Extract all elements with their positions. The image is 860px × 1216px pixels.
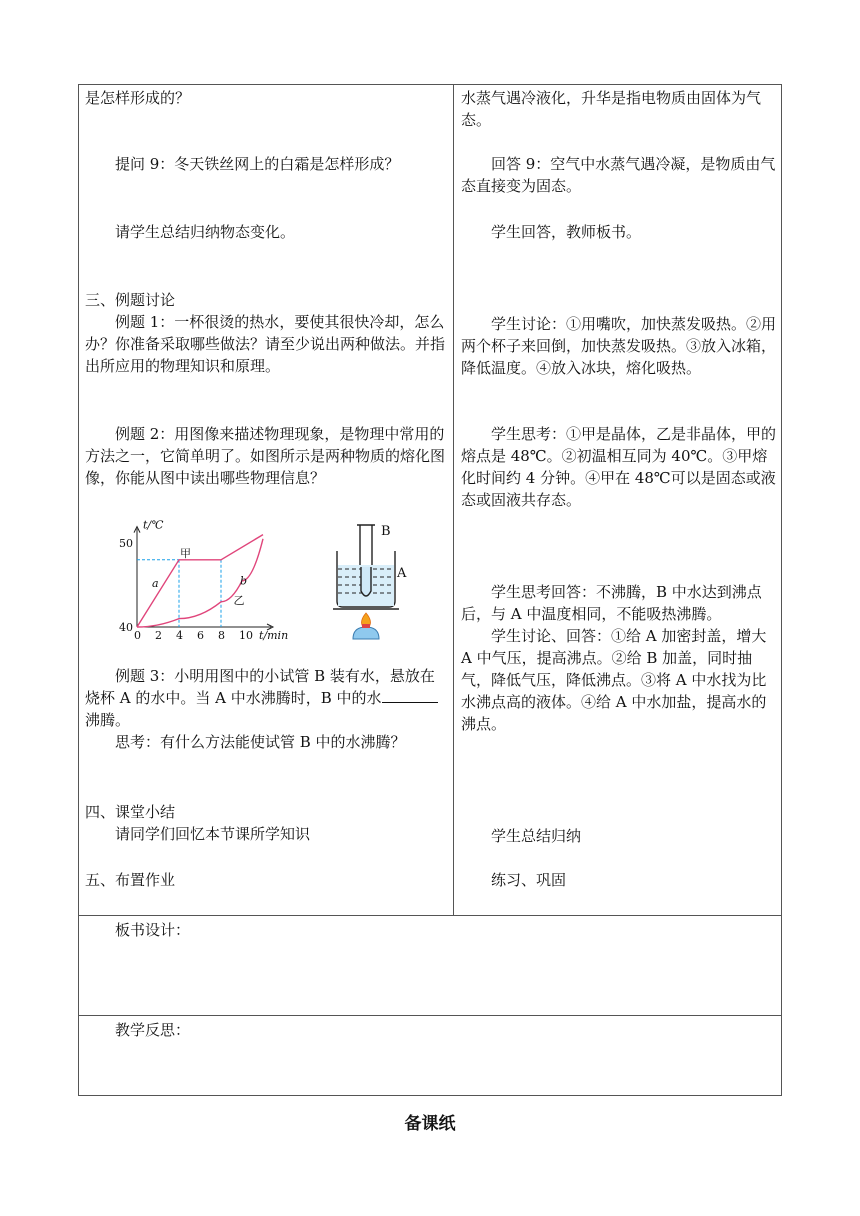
x-tick-label: 10 bbox=[239, 629, 253, 642]
section-4-text: 请同学们回忆本节课所学知识 bbox=[115, 825, 311, 843]
melting-graph bbox=[111, 509, 321, 649]
practice: 练习、巩固 bbox=[491, 871, 567, 889]
x-tick-label: 4 bbox=[176, 629, 183, 642]
thinking-3: 学生思考回答：不沸腾，B 中水达到沸点后，与 A 中温度相同，不能吸热沸腾。 bbox=[461, 583, 762, 623]
example-1: 例题 1：一杯很烫的热水，要使其很快冷却，怎么办？你准备采取哪些做法？请至少说出两种做法。并指出所应用的物理知识和原理。 bbox=[85, 313, 446, 375]
section-3-title: 三、例题讨论 bbox=[85, 291, 176, 309]
summary-prompt: 请学生总结归纳物态变化。 bbox=[115, 223, 296, 241]
curve-label-a: a bbox=[152, 577, 159, 590]
y-tick-label: 40 bbox=[119, 621, 133, 634]
alcohol-lamp bbox=[353, 627, 379, 639]
x-tick-label: 2 bbox=[155, 629, 162, 642]
y-axis-label: t/℃ bbox=[143, 518, 164, 532]
answer-board: 学生回答，教师板书。 bbox=[491, 223, 642, 241]
row-divider-reflection bbox=[79, 1015, 781, 1016]
curve-label-jia: 甲 bbox=[180, 546, 191, 560]
lesson-table bbox=[78, 84, 782, 1096]
think-question: 思考：有什么方法能使试管 B 中的水沸腾？ bbox=[115, 733, 406, 751]
boiling-apparatus bbox=[329, 521, 409, 651]
label-a: A bbox=[397, 566, 407, 581]
student-summary: 学生总结归纳 bbox=[491, 827, 582, 845]
column-divider bbox=[453, 85, 454, 915]
curve-label-yi: 乙 bbox=[233, 593, 245, 607]
y-tick-label: 50 bbox=[119, 537, 133, 550]
x-tick-label: 0 bbox=[134, 629, 141, 642]
row-divider-board bbox=[79, 915, 781, 916]
left-line-1: 是怎样形成的？ bbox=[85, 89, 191, 107]
answer-blank bbox=[382, 688, 438, 703]
example-2: 例题 2：用图像来描述物理现象，是物理中常用的方法之一，它简单明了。如图所示是两种物质的熔化图像，你能从图中读出哪些物理信息？ bbox=[85, 425, 446, 487]
x-tick-label: 6 bbox=[197, 629, 204, 642]
discussion-1: 学生讨论：①用嘴吹，加快蒸发吸热。②用两个杯子来回倒，加快蒸发吸热。③放入冰箱，降低温度。④放入冰块，熔化吸热。 bbox=[461, 315, 777, 377]
x-axis-label: t/min bbox=[259, 629, 289, 642]
x-tick-label: 8 bbox=[218, 629, 225, 642]
board-design-label: 板书设计： bbox=[115, 921, 191, 939]
example-3-tail: 沸腾。 bbox=[85, 711, 131, 729]
section-4-title: 四、课堂小结 bbox=[85, 803, 176, 821]
reflection-label: 教学反思： bbox=[115, 1021, 191, 1039]
label-b: B bbox=[381, 524, 391, 539]
discussion-3: 学生讨论、回答：①给 A 加密封盖，增大 A 中气压，提高沸点。②给 B 加盖，同时抽气，降低气压，降低沸点。③将 A 中水找为比水沸点高的液体。④给 A 中水加盐，提高水的沸点。 bbox=[461, 627, 767, 733]
example-3-text: 例题 3：小明用图中的小试管 B 装有水，悬放在烧杯 A 的水中。当 A 中水沸腾时，B 中的水 bbox=[85, 667, 435, 707]
thinking-2: 学生思考：①甲是晶体，乙是非晶体，甲的熔点是 48℃。②初温相互同为 40℃。③甲熔化时间约 4 分钟。④甲在 48℃可以是固态或液态或固液共存态。 bbox=[461, 425, 777, 509]
section-5-title: 五、布置作业 bbox=[85, 871, 176, 889]
footer-title: 备课纸 bbox=[404, 1114, 456, 1134]
answer-9: 回答 9：空气中水蒸气遇冷凝，是物质由气态直接变为固态。 bbox=[461, 155, 776, 195]
right-line-1: 水蒸气遇冷液化，升华是指电物质由固体为气态。 bbox=[461, 89, 762, 129]
question-9: 提问 9：冬天铁丝网上的白霜是怎样形成？ bbox=[115, 155, 400, 173]
curve-label-b: b bbox=[240, 574, 248, 588]
example-3 bbox=[85, 665, 449, 731]
